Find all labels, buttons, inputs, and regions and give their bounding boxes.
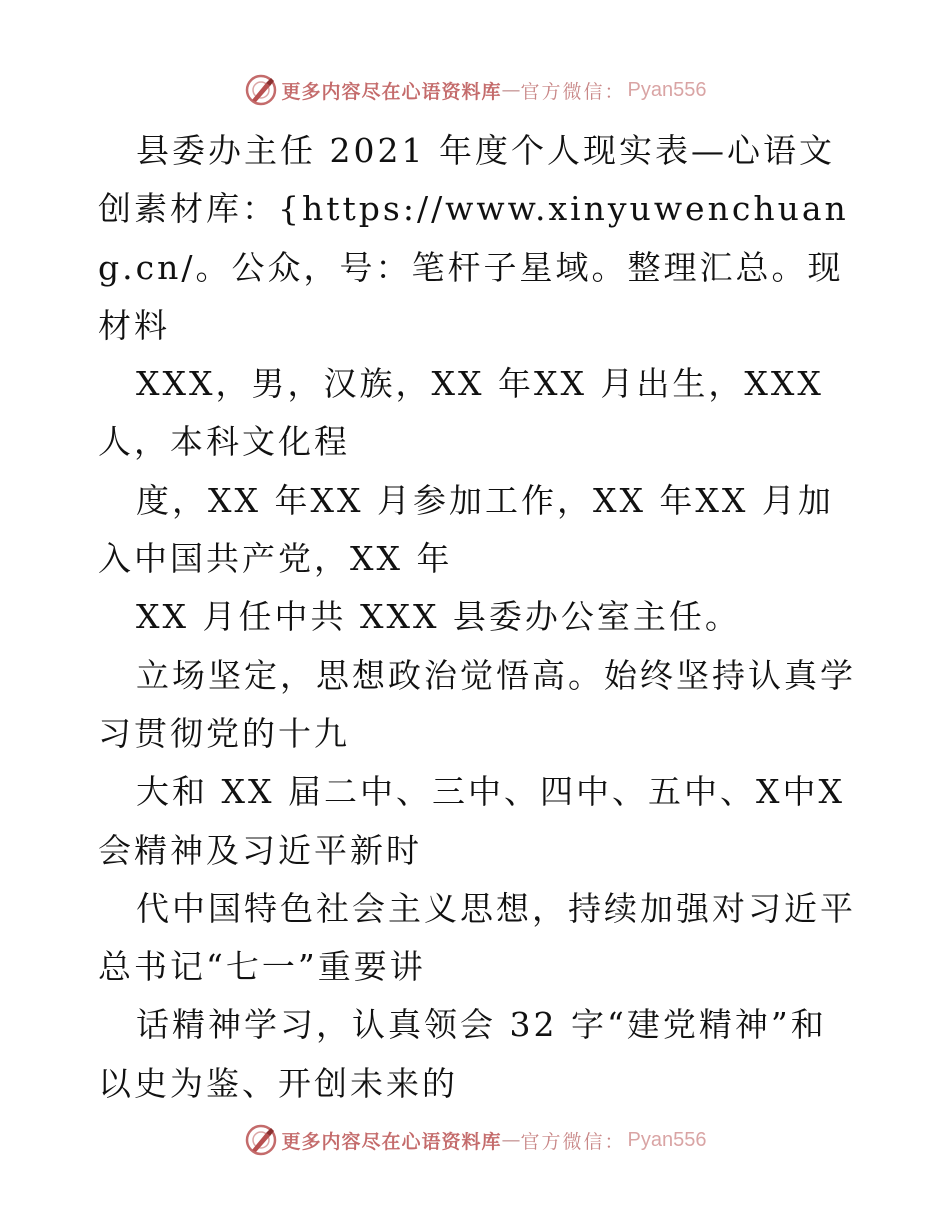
watermark-wechat-label: 官方微信： bbox=[520, 1130, 626, 1153]
paragraph: 代中国特色社会主义思想，持续加强对习近平总书记“七一”重要讲 bbox=[98, 888, 856, 987]
watermark-wechat-label: 官方微信： bbox=[520, 80, 626, 103]
watermark-separator: — bbox=[501, 1129, 521, 1151]
paragraph: XXX，男，汉族，XX 年XX 月出生，XXX 人，本科文化程 bbox=[98, 364, 824, 462]
document-body bbox=[98, 122, 858, 1113]
pen-nib-logo-icon bbox=[244, 1123, 278, 1157]
paragraph: 立场坚定，思想政治觉悟高。始终坚持认真学习贯彻党的十九 bbox=[98, 655, 856, 753]
paragraph: 话精神学习，认真领会 32 字“建党精神”和以史为鉴、开创未来的 bbox=[98, 1005, 827, 1103]
watermark-brand: 更多内容尽在心语资料库 bbox=[281, 80, 502, 103]
watermark-wechat-id: Pyan556 bbox=[627, 78, 707, 101]
pen-nib-logo-icon bbox=[244, 73, 278, 107]
paragraph: 县委办主任 2021 年度个人现实表—心语文创素材库：{https://www.xinyuwenchuang.cn/。公众，号：笔杆子星域。整理汇总。现材料 bbox=[98, 131, 849, 345]
watermark-separator: — bbox=[501, 79, 521, 101]
paragraph: 大和 XX 届二中、三中、四中、五中、X中X会精神及习近平新时 bbox=[98, 772, 845, 870]
paragraph: 度，XX 年XX 月参加工作，XX 年XX 月加入中国共产党，XX 年 bbox=[98, 480, 834, 579]
paragraph: XX 月任中共 XXX 县委办公室主任。 bbox=[136, 597, 741, 637]
watermark-wechat-id: Pyan556 bbox=[627, 1128, 707, 1151]
watermark-brand: 更多内容尽在心语资料库 bbox=[281, 1130, 502, 1153]
footer-watermark bbox=[0, 1120, 950, 1160]
header-watermark bbox=[0, 70, 950, 110]
